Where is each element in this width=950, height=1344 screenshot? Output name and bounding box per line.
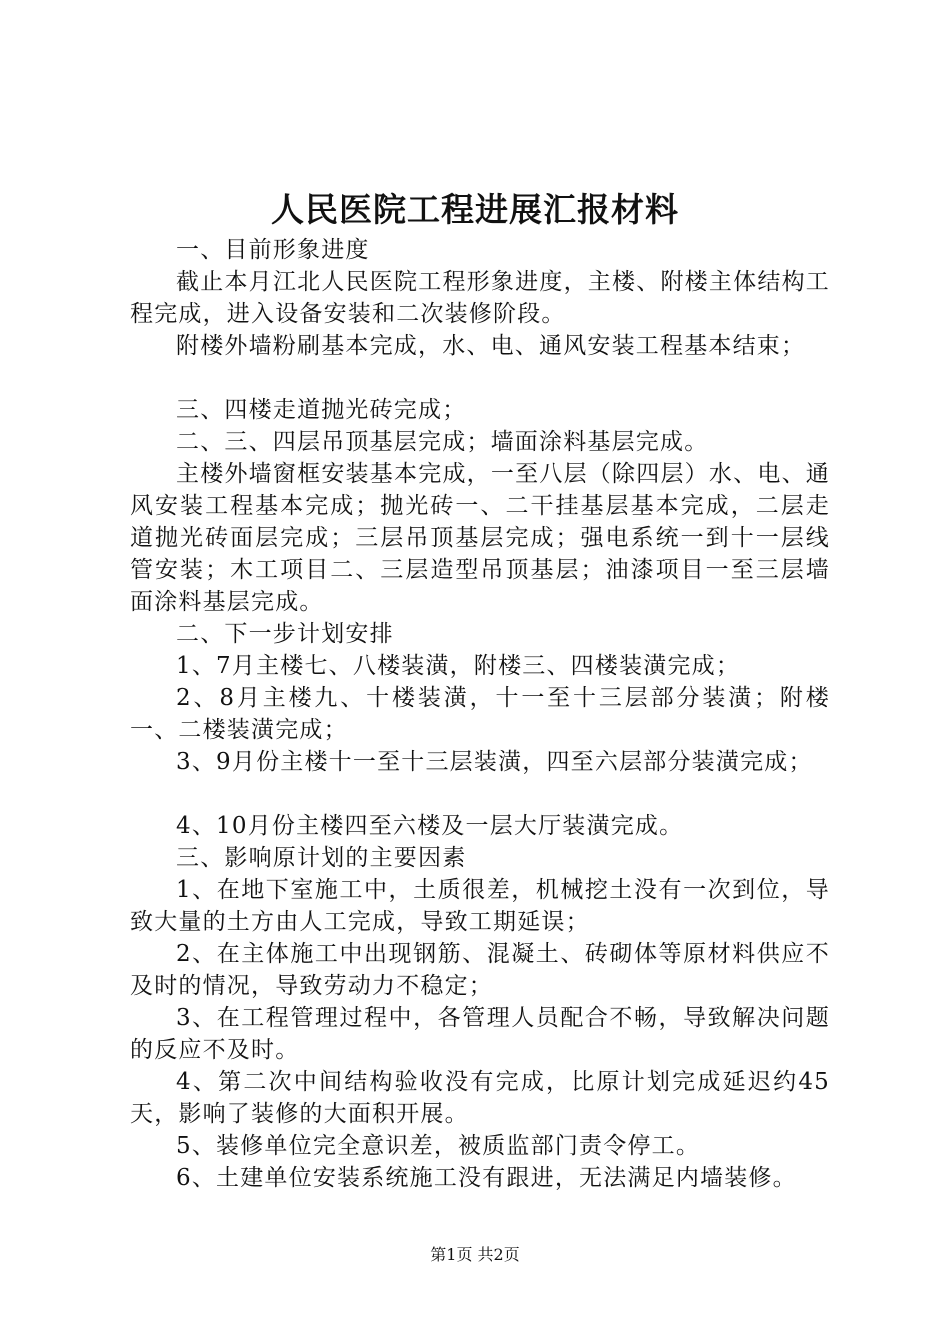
paragraph: 主楼外墙窗框安装基本完成，一至八层（除四层）水、电、通风安装工程基本完成；抛光砖一、二干挂基层基本完成，二层走道抛光砖面层完成；三层吊顶基层完成；强电系统一到十一层线管安装；木工项目二、三层造型吊顶基层；油漆项目一至三层墙面涂料基层完成。 (130, 461, 830, 615)
list-item: 4、10月份主楼四至六楼及一层大厅装潢完成。 (176, 813, 684, 839)
list-item: 1、7月主楼七、八楼装潢，附楼三、四楼装潢完成； (176, 653, 741, 679)
list-item: 5、装修单位完全意识差，被质监部门责令停工。 (176, 1133, 701, 1159)
section-heading: 三、影响原计划的主要因素 (176, 845, 467, 871)
document-title: 人民医院工程进展汇报材料 (271, 190, 679, 229)
section-heading: 二、下一步计划安排 (176, 621, 394, 647)
paragraph: 二、三、四层吊顶基层完成；墙面涂料基层完成。 (176, 429, 709, 455)
blank-line (130, 362, 830, 394)
list-item: 2、在主体施工中出现钢筋、混凝土、砖砌体等原材料供应不及时的情况，导致劳动力不稳定； (130, 941, 830, 999)
blank-line (130, 778, 830, 810)
page-footer: 第1页 共2页 (430, 1245, 520, 1264)
document-body (130, 234, 830, 1194)
paragraph: 附楼外墙粉刷基本完成，水、电、通风安装工程基本结束； (176, 333, 806, 359)
paragraph: 截止本月江北人民医院工程形象进度，主楼、附楼主体结构工程完成，进入设备安装和二次装修阶段。 (130, 269, 830, 327)
paragraph: 三、四楼走道抛光砖完成； (176, 397, 467, 423)
section-heading: 一、目前形象进度 (176, 237, 370, 263)
list-item: 4、第二次中间结构验收没有完成，比原计划完成延迟约45天，影响了装修的大面积开展。 (130, 1069, 830, 1127)
list-item: 2、8月主楼九、十楼装潢，十一至十三层部分装潢；附楼一、二楼装潢完成； (130, 685, 830, 743)
list-item: 6、土建单位安装系统施工没有跟进，无法满足内墙装修。 (176, 1165, 797, 1191)
list-item: 3、9月份主楼十一至十三层装潢，四至六层部分装潢完成； (176, 749, 813, 775)
list-item: 1、在地下室施工中，土质很差，机械挖土没有一次到位，导致大量的土方由人工完成，导致工期延误； (130, 877, 830, 935)
list-item: 3、在工程管理过程中，各管理人员配合不畅，导致解决问题的反应不及时。 (130, 1005, 830, 1063)
